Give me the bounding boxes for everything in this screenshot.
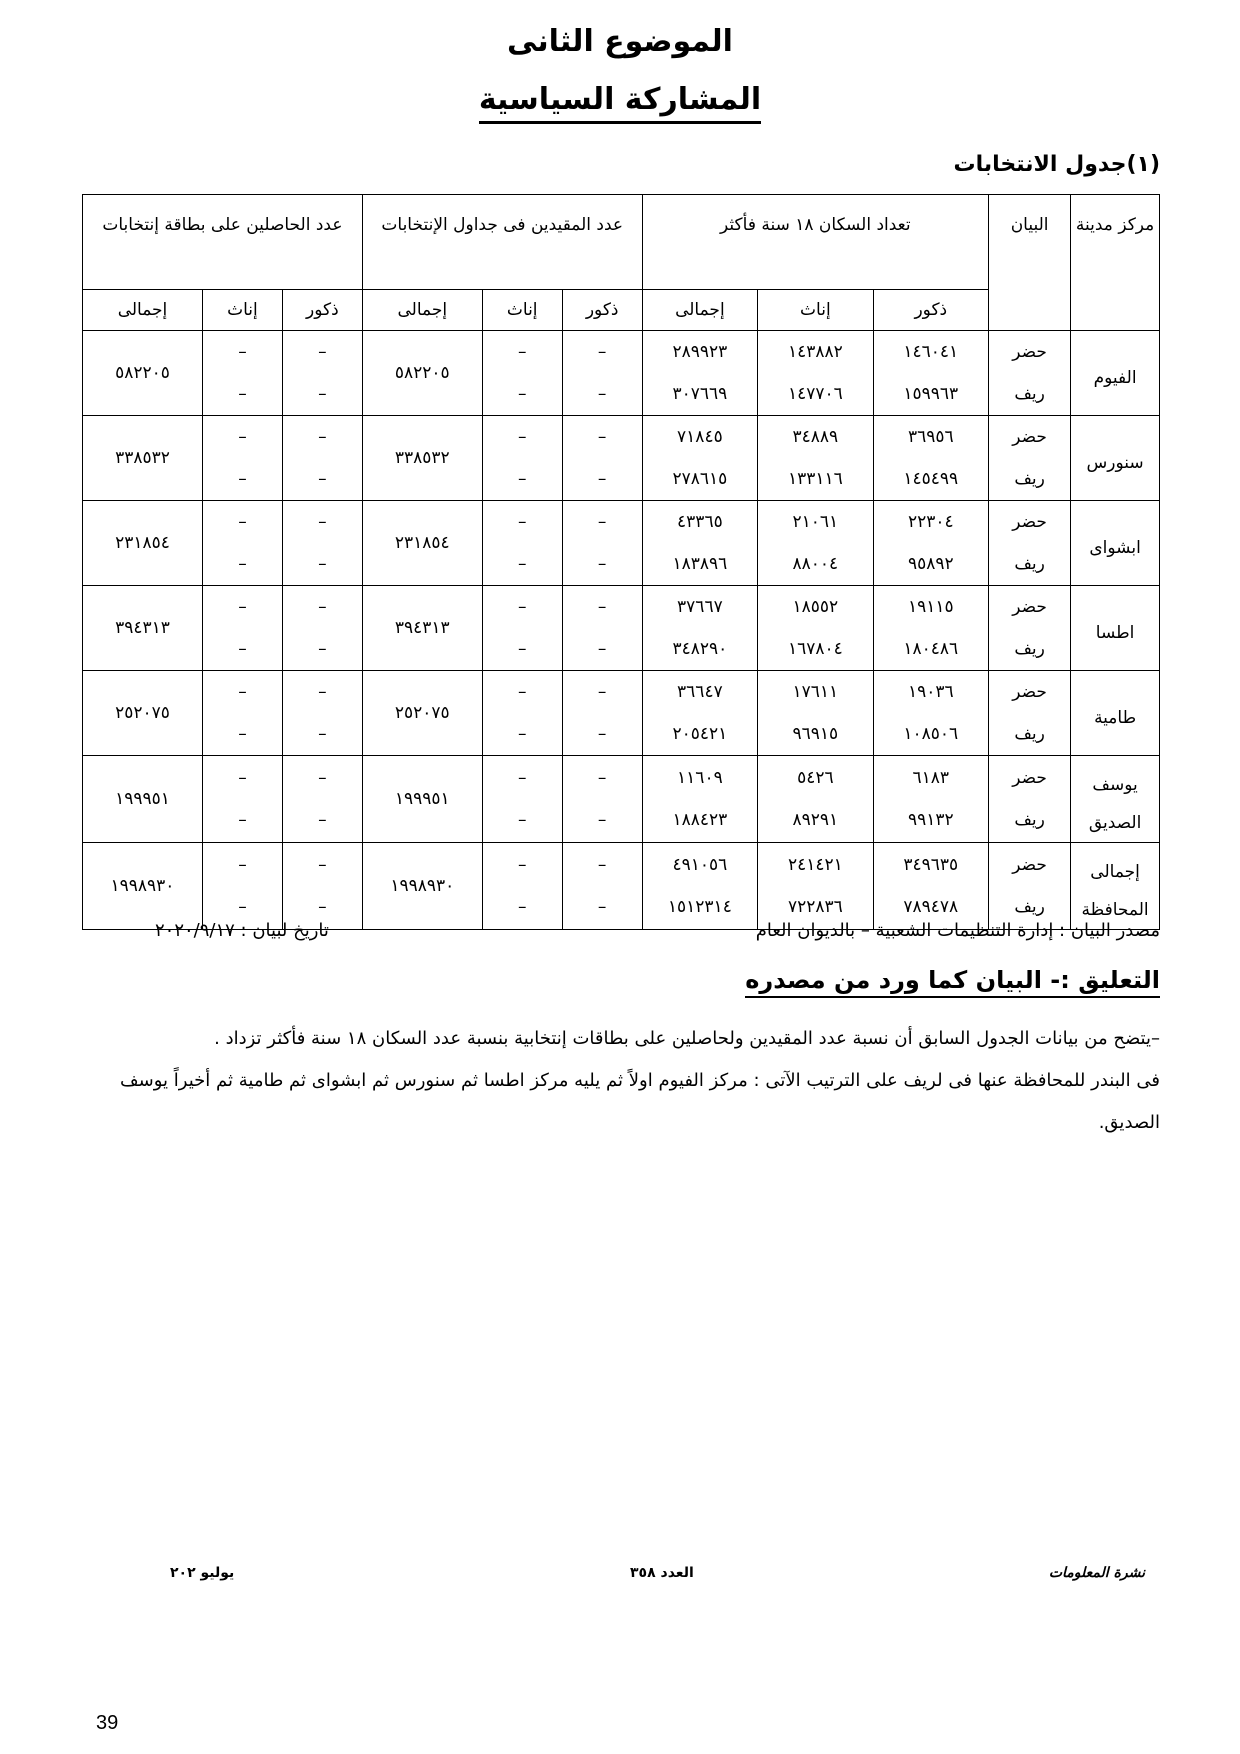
reg-male-rural: – — [597, 384, 607, 404]
card-female-urban: – — [238, 597, 247, 617]
pop-male-rural: ١٨٠٤٨٦ — [903, 639, 959, 659]
pop-total — [642, 331, 758, 416]
card-male-rural: – — [318, 384, 327, 404]
header-center: مركز مدينة — [1071, 195, 1160, 331]
pop-total-rural: ١٨٣٨٩٦ — [672, 554, 728, 574]
pop-male-urban: ١٩١١٥ — [907, 597, 954, 617]
row-type-rural: ريف — [1014, 897, 1045, 917]
row-center-name: اطسا — [1071, 586, 1160, 671]
row-type-rural: ريف — [1014, 469, 1045, 489]
reg-male — [562, 756, 642, 843]
card-total: ١٩٩٩٥١ — [83, 756, 203, 843]
footer-publication: نشرة المعلومات — [1048, 1565, 1145, 1581]
pop-male-urban: ٣٤٩٦٣٥ — [903, 855, 959, 875]
pop-male — [873, 843, 988, 930]
reg-female-rural: – — [517, 810, 527, 830]
pop-male-urban: ٢٢٣٠٤ — [907, 512, 954, 532]
row-type-urban: حضر — [1012, 597, 1047, 617]
reg-male — [562, 843, 642, 930]
comment-heading: التعليق :- البيان كما ورد من مصدره — [745, 966, 1160, 998]
card-female-rural: – — [238, 810, 247, 830]
header-total: إجمالى — [362, 290, 482, 331]
reg-male-rural: – — [597, 724, 607, 744]
reg-male-rural: – — [597, 554, 607, 574]
card-female — [202, 501, 282, 586]
card-male-rural: – — [318, 897, 327, 917]
pop-female — [758, 416, 873, 501]
reg-female-urban: – — [517, 682, 527, 702]
reg-female-rural: – — [517, 554, 527, 574]
source-note: مصدر البيان : إدارة التنظيمات الشعبية – بالديوان العام — [755, 920, 1160, 941]
card-male-rural: – — [318, 810, 327, 830]
pop-female-urban: ٢٤١٤٢١ — [787, 855, 843, 875]
pop-male-urban: ١٤٦٠٤١ — [903, 342, 959, 362]
row-center-name: الفيوم — [1071, 331, 1160, 416]
table-row — [83, 756, 1160, 843]
card-male — [282, 331, 362, 416]
pop-total-urban: ٢٨٩٩٢٣ — [672, 342, 728, 362]
card-total: ٣٩٤٣١٣ — [83, 586, 203, 671]
reg-male — [562, 331, 642, 416]
row-type-rural: ريف — [1014, 384, 1045, 404]
pop-total — [642, 671, 758, 756]
card-male — [282, 501, 362, 586]
reg-male — [562, 586, 642, 671]
page-subtitle: المشاركة السياسية — [479, 82, 761, 124]
header-registered: عدد المقيدين فى جداول الإنتخابات — [362, 195, 642, 290]
pop-male-urban: ٣٦٩٥٦ — [907, 427, 954, 447]
footer-date: يوليو ٢٠٢ — [170, 1565, 235, 1581]
pop-male-urban: ١٩٠٣٦ — [907, 682, 954, 702]
row-type-urban: حضر — [1012, 427, 1047, 447]
reg-female — [482, 416, 562, 501]
reg-male-urban: – — [597, 427, 607, 447]
card-female-rural: – — [238, 554, 247, 574]
pop-total-rural: ٢٧٨٦١٥ — [672, 469, 728, 489]
pop-female-rural: ٨٩٢٩١ — [792, 810, 839, 830]
reg-female — [482, 331, 562, 416]
row-type-rural: ريف — [1014, 554, 1045, 574]
row-type-urban: حضر — [1012, 682, 1047, 702]
header-total: إجمالى — [83, 290, 203, 331]
reg-female-urban: – — [517, 427, 527, 447]
pop-male-rural: ١٠٨٥٠٦ — [903, 724, 959, 744]
card-male — [282, 756, 362, 843]
reg-female-rural: – — [517, 384, 527, 404]
card-total: ٢٥٢٠٧٥ — [83, 671, 203, 756]
reg-female-urban: – — [517, 597, 527, 617]
pop-total — [642, 756, 758, 843]
pop-female — [758, 671, 873, 756]
pop-female-urban: ٢١٠٦١ — [792, 512, 839, 532]
pop-female-urban: ٥٤٢٦ — [797, 768, 834, 788]
card-female — [202, 671, 282, 756]
card-male — [282, 671, 362, 756]
row-center-name: سنورس — [1071, 416, 1160, 501]
pop-male-rural: ٩٩١٣٢ — [907, 810, 954, 830]
card-male-urban: – — [318, 855, 327, 875]
card-female-urban: – — [238, 342, 247, 362]
card-female — [202, 843, 282, 930]
pop-total-urban: ٣٦٦٤٧ — [677, 682, 723, 702]
reg-female-urban: – — [517, 768, 527, 788]
reg-female-rural: – — [517, 639, 527, 659]
header-female: إناث — [482, 290, 562, 331]
pop-total-rural: ١٥١٢٣١٤ — [667, 897, 732, 917]
row-center-name: إجمالى المحافظة — [1071, 843, 1160, 930]
reg-male — [562, 501, 642, 586]
table-row — [83, 586, 1160, 671]
card-male — [282, 843, 362, 930]
reg-total: ٢٥٢٠٧٥ — [362, 671, 482, 756]
reg-male-rural: – — [597, 469, 607, 489]
pop-female-urban: ٣٤٨٨٩ — [792, 427, 839, 447]
comment-body — [120, 1018, 1160, 1144]
card-male-rural: – — [318, 724, 327, 744]
reg-male — [562, 416, 642, 501]
pop-male — [873, 501, 988, 586]
pop-total-urban: ٤٩١٠٥٦ — [672, 855, 728, 875]
pop-total-urban: ٤٣٣٦٥ — [677, 512, 723, 532]
pop-male — [873, 671, 988, 756]
header-population: تعداد السكان ١٨ سنة فأكثر — [642, 195, 988, 290]
reg-male-urban: – — [597, 768, 607, 788]
header-male: ذكور — [562, 290, 642, 331]
reg-male-urban: – — [597, 855, 607, 875]
card-female — [202, 586, 282, 671]
comment-paragraph: فى البندر للمحافظة عنها فى لريف على الترتيب الآتى : مركز الفيوم اولاً ثم يليه مركز اطسا ثم سنورس ثم ابشواى ثم طامية ثم أخيراً يوسف الصديق. — [120, 1070, 1160, 1133]
card-total: ٥٨٢٢٠٥ — [83, 331, 203, 416]
card-female — [202, 331, 282, 416]
card-female-urban: – — [238, 768, 247, 788]
reg-male-rural: – — [597, 810, 607, 830]
reg-female — [482, 501, 562, 586]
reg-female-rural: – — [517, 469, 527, 489]
reg-female — [482, 671, 562, 756]
card-male-urban: – — [318, 597, 327, 617]
elections-table — [82, 194, 1160, 930]
card-male-urban: – — [318, 768, 327, 788]
pop-total — [642, 586, 758, 671]
reg-total: ٣٩٤٣١٣ — [362, 586, 482, 671]
card-female-rural: – — [238, 724, 247, 744]
reg-female — [482, 586, 562, 671]
table-row — [83, 331, 1160, 416]
row-type — [989, 586, 1071, 671]
card-female-urban: – — [238, 682, 247, 702]
header-total: إجمالى — [642, 290, 758, 331]
reg-total: ١٩٩٩٥١ — [362, 756, 482, 843]
pop-female-rural: ٧٢٢٨٣٦ — [787, 897, 843, 917]
card-male — [282, 416, 362, 501]
table-title: (١)جدول الانتخابات — [953, 152, 1160, 177]
row-type-rural: ريف — [1014, 810, 1045, 830]
card-female-rural: – — [238, 469, 247, 489]
card-total: ٢٣١٨٥٤ — [83, 501, 203, 586]
card-female-rural: – — [238, 897, 247, 917]
pop-total-rural: ٣٠٧٦٦٩ — [672, 384, 728, 404]
page-number: 39 — [96, 1712, 119, 1734]
card-female-rural: – — [238, 384, 247, 404]
card-female — [202, 416, 282, 501]
reg-female-urban: – — [517, 342, 527, 362]
reg-male-urban: – — [597, 682, 607, 702]
reg-male-rural: – — [597, 897, 607, 917]
pop-male — [873, 331, 988, 416]
row-type-rural: ريف — [1014, 724, 1045, 744]
pop-female-urban: ١٨٥٥٢ — [792, 597, 839, 617]
date-note: تاريخ لبيان : ٢٠٢٠/٩/١٧ — [155, 920, 329, 941]
row-type — [989, 416, 1071, 501]
card-female — [202, 756, 282, 843]
card-male-urban: – — [318, 682, 327, 702]
header-male: ذكور — [873, 290, 988, 331]
pop-female — [758, 756, 873, 843]
pop-male — [873, 586, 988, 671]
reg-total: ٣٣٨٥٣٢ — [362, 416, 482, 501]
pop-male — [873, 416, 988, 501]
row-type — [989, 843, 1071, 930]
pop-total-urban: ٣٧٦٦٧ — [677, 597, 723, 617]
pop-female — [758, 331, 873, 416]
pop-total — [642, 843, 758, 930]
table-row — [83, 843, 1160, 930]
pop-total-rural: ٣٤٨٢٩٠ — [672, 639, 728, 659]
card-male-rural: – — [318, 469, 327, 489]
pop-female-urban: ١٧٦١١ — [792, 682, 839, 702]
reg-male-urban: – — [597, 512, 607, 532]
reg-total: ٢٣١٨٥٤ — [362, 501, 482, 586]
row-type — [989, 756, 1071, 843]
header-male: ذكور — [282, 290, 362, 331]
reg-female-urban: – — [517, 512, 527, 532]
row-center-name: طامية — [1071, 671, 1160, 756]
row-type-urban: حضر — [1012, 855, 1047, 875]
pop-female-rural: ١٣٣١١٦ — [787, 469, 843, 489]
pop-male-urban: ٦١٨٣ — [912, 768, 950, 788]
table-row — [83, 416, 1160, 501]
pop-female-urban: ١٤٣٨٨٢ — [787, 342, 843, 362]
card-total: ٣٣٨٥٣٢ — [83, 416, 203, 501]
pop-total — [642, 501, 758, 586]
pop-total-rural: ٢٠٥٤٢١ — [672, 724, 728, 744]
row-type-urban: حضر — [1012, 342, 1047, 362]
card-male-urban: – — [318, 427, 327, 447]
row-type — [989, 501, 1071, 586]
reg-male — [562, 671, 642, 756]
card-male-rural: – — [318, 554, 327, 574]
reg-total: ٥٨٢٢٠٥ — [362, 331, 482, 416]
reg-female-rural: – — [517, 897, 527, 917]
reg-total: ١٩٩٨٩٣٠ — [362, 843, 482, 930]
pop-male-rural: ١٥٩٩٦٣ — [903, 384, 959, 404]
reg-female-rural: – — [517, 724, 527, 744]
card-female-urban: – — [238, 512, 247, 532]
row-type — [989, 331, 1071, 416]
pop-male-rural: ٩٥٨٩٢ — [907, 554, 954, 574]
card-male — [282, 586, 362, 671]
reg-male-rural: – — [597, 639, 607, 659]
pop-female — [758, 843, 873, 930]
pop-total-urban: ٧١٨٤٥ — [677, 427, 723, 447]
row-type-rural: ريف — [1014, 639, 1045, 659]
footer-issue: العدد ٣٥٨ — [630, 1565, 694, 1581]
row-type — [989, 671, 1071, 756]
table-row — [83, 501, 1160, 586]
reg-female — [482, 756, 562, 843]
card-male-urban: – — [318, 512, 327, 532]
row-center-name: يوسف الصديق — [1071, 756, 1160, 843]
pop-female-rural: ١٤٧٧٠٦ — [787, 384, 843, 404]
row-type-urban: حضر — [1012, 512, 1047, 532]
pop-male-rural: ٧٨٩٤٧٨ — [903, 897, 959, 917]
card-male-urban: – — [318, 342, 327, 362]
card-male-rural: – — [318, 639, 327, 659]
pop-male — [873, 756, 988, 843]
pop-female — [758, 586, 873, 671]
pop-female-rural: ٨٨٠٠٤ — [792, 554, 839, 574]
pop-total-rural: ١٨٨٤٢٣ — [672, 810, 728, 830]
card-female-urban: – — [238, 855, 247, 875]
row-type-urban: حضر — [1012, 768, 1047, 788]
pop-total-urban: ١١٦٠٩ — [677, 768, 723, 788]
card-female-urban: – — [238, 427, 247, 447]
row-center-name: ابشواى — [1071, 501, 1160, 586]
pop-female-rural: ١٦٧٨٠٤ — [787, 639, 843, 659]
comment-paragraph: –يتضح من بيانات الجدول السابق أن نسبة عدد المقيدين ولحاصلين على بطاقات إنتخابية بنسبة عدد السكان ١٨ سنة فأكثر تزداد . — [214, 1028, 1160, 1049]
reg-female — [482, 843, 562, 930]
pop-female — [758, 501, 873, 586]
header-card-holders: عدد الحاصلين على بطاقة إنتخابات — [83, 195, 363, 290]
pop-female-rural: ٩٦٩١٥ — [792, 724, 839, 744]
pop-male-rural: ١٤٥٤٩٩ — [903, 469, 959, 489]
header-female: إناث — [758, 290, 873, 331]
card-total: ١٩٩٨٩٣٠ — [83, 843, 203, 930]
page-title: الموضوع الثانى — [507, 24, 733, 59]
table-row — [83, 671, 1160, 756]
reg-male-urban: – — [597, 342, 607, 362]
header-female: إناث — [202, 290, 282, 331]
reg-female-urban: – — [517, 855, 527, 875]
card-female-rural: – — [238, 639, 247, 659]
pop-total — [642, 416, 758, 501]
header-statement: البيان — [989, 195, 1071, 331]
reg-male-urban: – — [597, 597, 607, 617]
